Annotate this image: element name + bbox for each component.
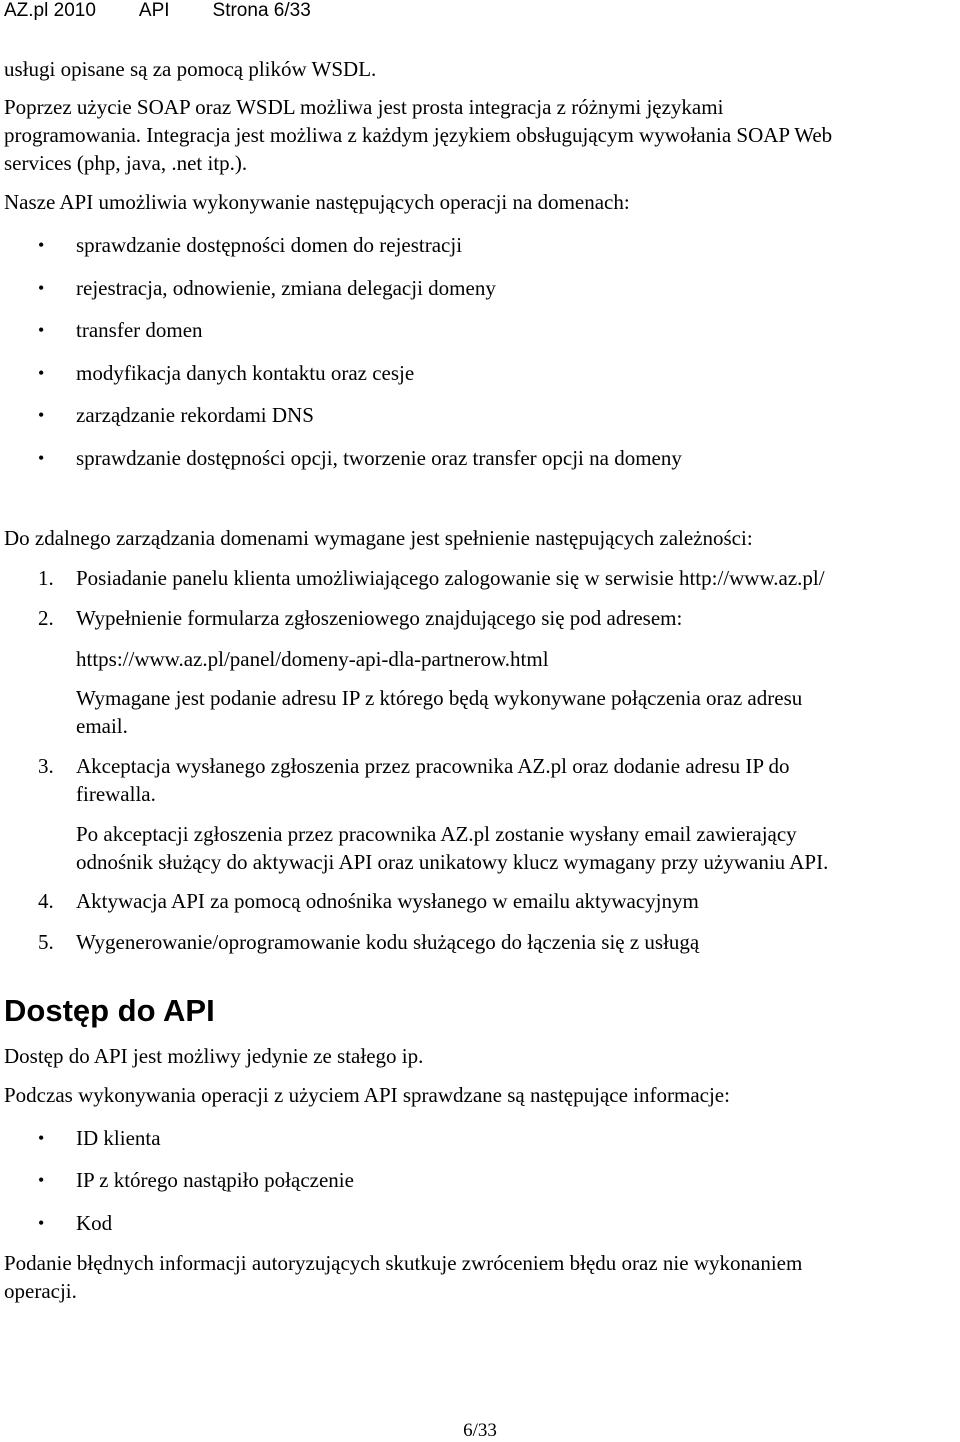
bullet-icon: • [38, 405, 45, 425]
bullet-icon: • [38, 1213, 45, 1233]
list-item: • transfer domen [38, 318, 203, 342]
bullet-icon: • [38, 320, 45, 340]
requirements-intro: Do zdalnego zarządzania domenami wymagane jest spełnienie następujących zależności: [4, 526, 753, 550]
intro-line-1: usługi opisane są za pomocą plików WSDL. [4, 57, 377, 81]
page-header [4, 0, 354, 22]
header-page: Strona 6/33 [212, 0, 311, 21]
step-item: 1. Posiadanie panelu klienta umożliwiającego zalogowanie się w serwisie http://www.az.pl/ [38, 566, 825, 590]
list-item: • rejestracja, odnowienie, zmiana delegacji domeny [38, 276, 496, 300]
bullet-icon: • [38, 235, 45, 255]
access-line-1: Dostęp do API jest możliwy jedynie ze stałego ip. [4, 1044, 424, 1068]
intro-line-2: Poprzez użycie SOAP oraz WSDL możliwa jest prosta integracja z różnymi językami [4, 95, 724, 119]
header-section: API [138, 0, 170, 21]
intro-line-4: services (php, java, .net itp.). [4, 151, 248, 175]
bullet-icon: • [38, 1170, 45, 1190]
step-note: odnośnik służący do aktywacji API oraz unikatowy klucz wymagany przy używaniu API. [76, 850, 829, 874]
step-item: 3. Akceptacja wysłanego zgłoszenia przez pracownika AZ.pl oraz dodanie adresu IP do [38, 754, 790, 778]
step-line: firewalla. [76, 782, 156, 806]
step-note: email. [76, 714, 128, 738]
list-item: • zarządzanie rekordami DNS [38, 403, 314, 427]
list-item: • sprawdzanie dostępności domen do rejestracji [38, 233, 463, 257]
section-heading: Dostęp do API [4, 993, 215, 1028]
bullet-icon: • [38, 278, 45, 298]
bullet-icon: • [38, 363, 45, 383]
form-url: https://www.az.pl/panel/domeny-api-dla-partnerow.html [76, 647, 549, 671]
intro-line-3: programowania. Integracja jest możliwa z każdym językiem obsługującym wywołania SOAP Web [4, 123, 833, 147]
access-line-2: Podczas wykonywania operacji z użyciem API sprawdzane są następujące informacje: [4, 1083, 730, 1107]
step-note: Po akceptacji zgłoszenia przez pracownika AZ.pl zostanie wysłany email zawierający [76, 822, 797, 846]
note-line-2: operacji. [4, 1279, 77, 1303]
step-item: 5. Wygenerowanie/oprogramowanie kodu służącego do łączenia się z usługą [38, 930, 700, 954]
bullet-icon: • [38, 448, 45, 468]
list-item: • modyfikacja danych kontaktu oraz cesje [38, 361, 415, 385]
page-number: 6/33 [463, 1420, 497, 1441]
step-item: 2. Wypełnienie formularza zgłoszeniowego znajdującego się pod adresem: [38, 606, 683, 630]
list-item: • ID klienta [38, 1126, 161, 1150]
header-site: AZ.pl 2010 [4, 0, 96, 21]
note-line-1: Podanie błędnych informacji autoryzujących skutkuje zwróceniem błędu oraz nie wykonaniem [4, 1251, 803, 1275]
step-item: 4. Aktywacja API za pomocą odnośnika wysłanego w emailu aktywacyjnym [38, 889, 699, 913]
list-item: • Kod [38, 1211, 113, 1235]
list-item: • IP z którego nastąpiło połączenie [38, 1168, 354, 1192]
list-item: • sprawdzanie dostępności opcji, tworzenie oraz transfer opcji na domeny [38, 446, 682, 470]
bullet-icon: • [38, 1128, 45, 1148]
operations-intro: Nasze API umożliwia wykonywanie następujących operacji na domenach: [4, 190, 630, 214]
step-note: Wymagane jest podanie adresu IP z którego będą wykonywane połączenia oraz adresu [76, 686, 803, 710]
